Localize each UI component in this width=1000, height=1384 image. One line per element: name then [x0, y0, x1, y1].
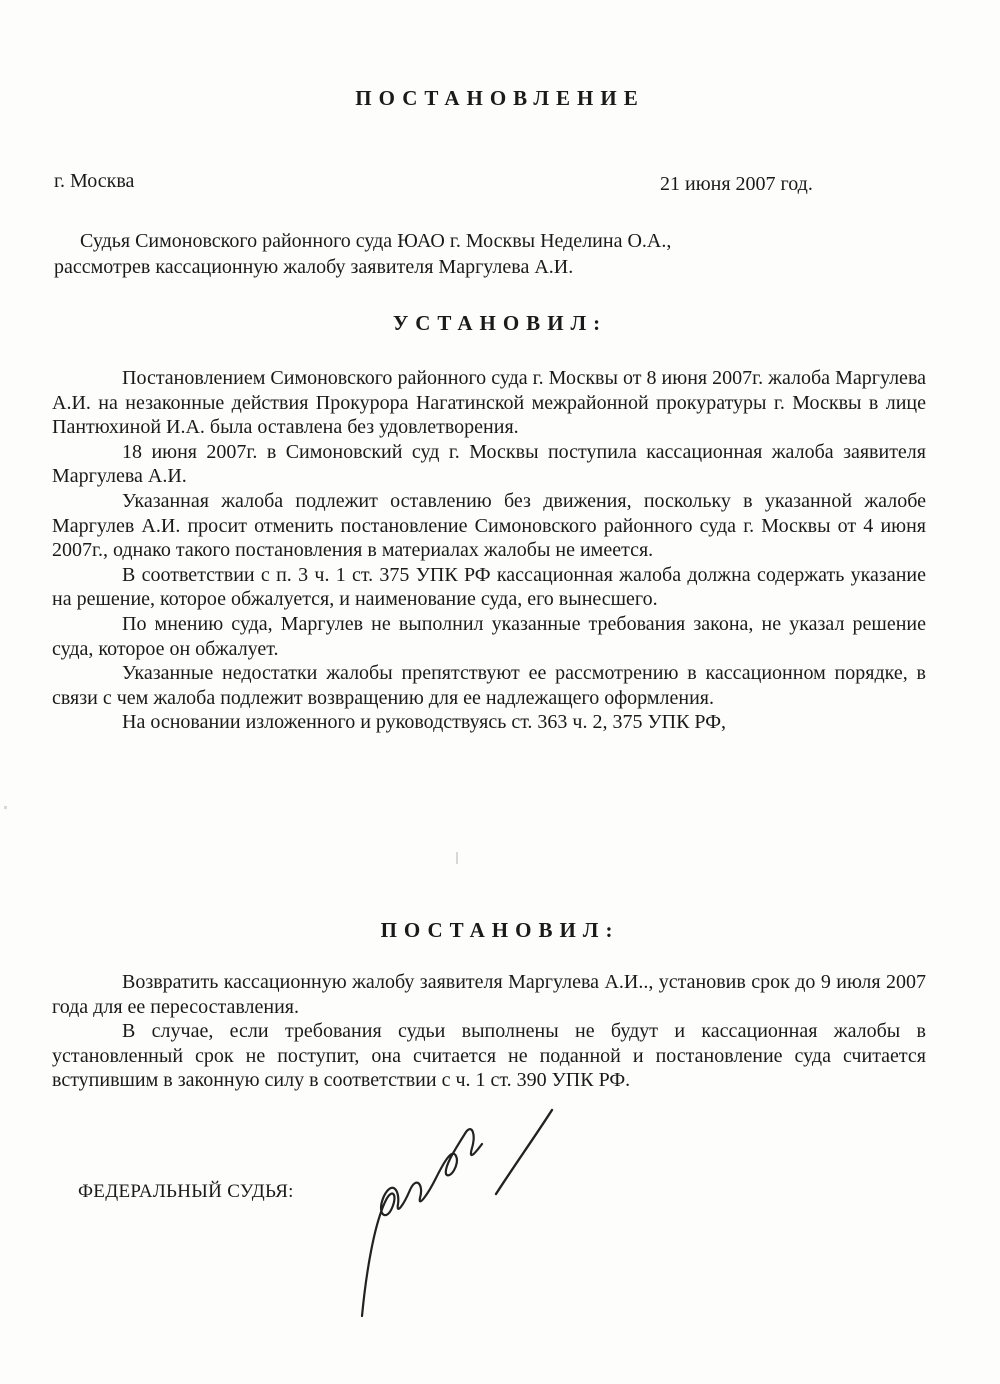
scan-artifact: [456, 852, 458, 864]
intro-line-2: рассмотрев кассационную жалобу заявителя Маргулева А.И.: [54, 256, 574, 278]
section-heading-resolved: ПОСТАНОВИЛ:: [380, 918, 620, 942]
signature-label: ФЕДЕРАЛЬНЫЙ СУДЬЯ:: [78, 1181, 294, 1202]
resolved-body: [52, 970, 926, 1093]
document-date: 21 июня 2007 год.: [660, 173, 813, 195]
paragraph: 18 июня 2007г. в Симоновский суд г. Москвы поступила кассационная жалоба заявителя Маргулева А.И.: [52, 440, 926, 488]
paragraph: По мнению суда, Маргулев не выполнил указанные требования закона, не указал решение суда, которое он обжалует.: [52, 612, 926, 660]
paragraph: Указанные недостатки жалобы препятствуют ее рассмотрению в кассационном порядке, в связи с чем жалоба подлежит возвращению для ее надлежащего оформления.: [52, 662, 926, 709]
document-title: ПОСТАНОВЛЕНИЕ: [355, 86, 645, 110]
paragraph: На основании изложенного и руководствуясь ст. 363 ч. 2, 375 УПК РФ,: [122, 711, 727, 734]
paragraph: Возвратить кассационную жалобу заявителя Маргулева А.И.., установив срок до 9 июля 2007 года для ее пересоставления.: [52, 971, 926, 1018]
established-body: [52, 366, 926, 735]
paragraph: Указанная жалоба подлежит оставлению без движения, поскольку в указанной жалобе Маргулев А.И. просит отменить постановление Симоновского районного суда г. Москвы от 4 июня 2007г., однако такого постановления в материалах жалобы не имеется.: [52, 489, 926, 562]
paragraph: В соответствии с п. 3 ч. 1 ст. 375 УПК РФ кассационная жалоба должна содержать указание на решение, которое обжалуется, и наименование суда, его вынесшего.: [52, 563, 926, 611]
scan-artifact: [4, 806, 7, 809]
intro-line-1: Судья Симоновского районного суда ЮАО г. Москвы Неделина О.А.,: [80, 230, 672, 252]
section-heading-established: УСТАНОВИЛ:: [392, 311, 608, 335]
paragraph: В случае, если требования судьи выполнены не будут и кассационная жалобы в установленный срок не поступит, она считается не поданной и постановление суда считается вступившим в законную силу в соответствии с ч. 1 ст. 390 УПК РФ.: [52, 1020, 926, 1092]
paragraph: Постановлением Симоновского районного суда г. Москвы от 8 июня 2007г. жалоба Маргулева А.И. на незаконные действия Прокурора Нагатинской межрайонной прокуратуры г. Москвы в лице Пантюхиной И.А. была оставлена без удовлетворения.: [52, 367, 926, 439]
city: г. Москва: [54, 170, 135, 192]
intro-block: [54, 228, 894, 280]
handwritten-signature: [340, 1104, 570, 1326]
